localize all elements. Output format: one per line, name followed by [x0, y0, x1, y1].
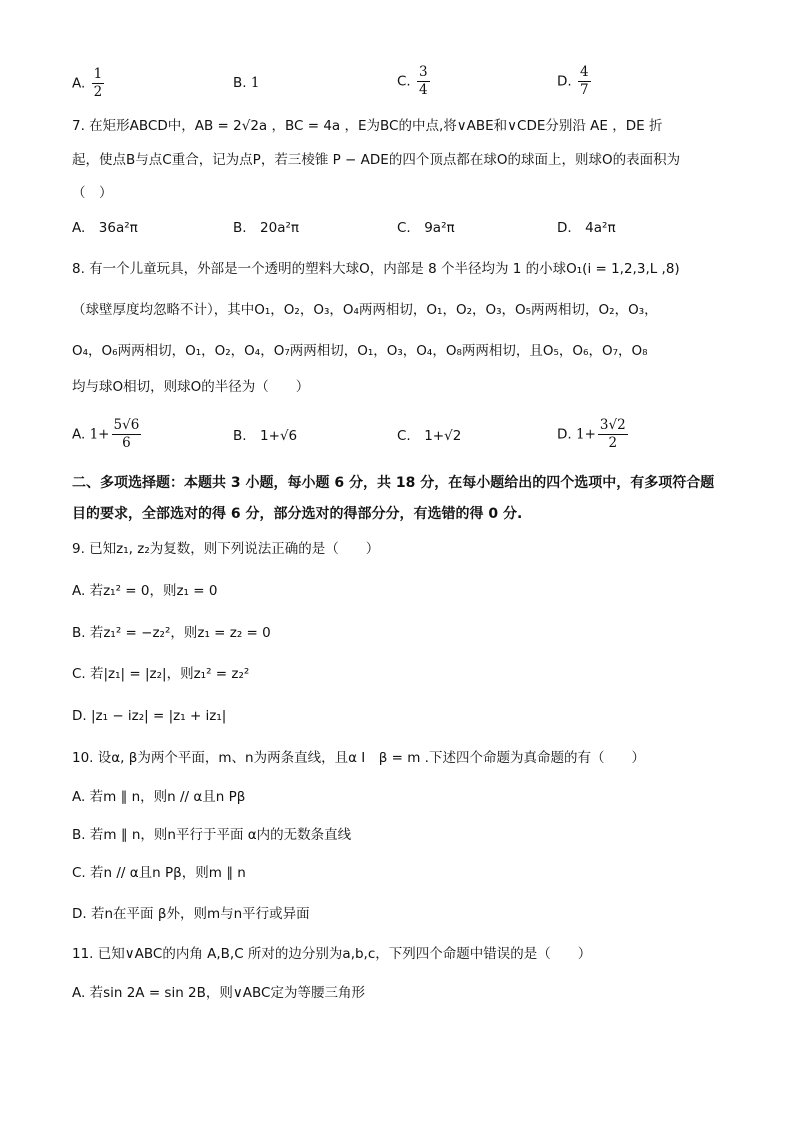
q7-option-b: B. 20a²π [233, 220, 300, 236]
denominator: 2 [93, 84, 103, 100]
option-label: D. [557, 426, 572, 443]
numerator: 4 [579, 64, 589, 80]
q8-option-c: C. 1+√2 [397, 428, 462, 444]
q8-line-4: 均与球O相切，则球O的半径为（ ） [72, 379, 310, 395]
q6-option-d [557, 64, 593, 99]
option-prefix: 1+ [575, 426, 596, 443]
denominator: 2 [608, 435, 618, 451]
q11-option-a: A. 若sin 2A = sin 2B，则∨ABC定为等腰三角形 [72, 985, 365, 1001]
numerator: 3 [419, 64, 428, 80]
numerator: 3√2 [599, 417, 626, 433]
q7-line-3: （ ） [72, 185, 113, 201]
fraction [598, 417, 628, 452]
q9-option-d: D. |z₁ − iz₂| = |z₁ + iz₁| [72, 708, 227, 724]
q9-option-c: C. 若|z₁| = |z₂|，则z₁² = z₂² [72, 666, 250, 682]
q7-option-c: C. 9a²π [397, 220, 455, 236]
q8-option-a [72, 417, 143, 452]
q9-stem: 9. 已知z₁, z₂为复数，则下列说法正确的是（ ） [72, 541, 380, 557]
q11-stem: 11. 已知∨ABC的内角 A,B,C 所对的边分别为a,b,c，下列四个命题中错误的是（ ） [72, 946, 592, 962]
q7-line-2: 起，使点B与点C重合，记为点P，若三棱锥 P − ADE的四个顶点都在球O的球面上，则球O的表面积为 [72, 152, 681, 168]
option-value: 1 [250, 75, 260, 91]
fraction [417, 64, 430, 99]
denominator: 7 [579, 82, 589, 98]
numerator: 1 [93, 66, 103, 82]
option-label: D. [557, 73, 572, 90]
q9-option-a: A. 若z₁² = 0，则z₁ = 0 [72, 583, 218, 599]
q8-line-1: 8. 有一个儿童玩具，外部是一个透明的塑料大球O，内部是 8 个半径均为 1 的小球O₁(i = 1,2,3,L ,8) [72, 261, 680, 277]
option-label: C. [397, 73, 411, 90]
q10-option-d: D. 若n在平面 β外，则m与n平行或异面 [72, 906, 310, 922]
q10-option-c: C. 若n // α且n Pβ，则m ∥ n [72, 865, 246, 881]
q10-stem: 10. 设α, β为两个平面，m、n为两条直线，且α I β = m .下述四个命题为真命题的有（ ） [72, 750, 645, 766]
q10-option-b: B. 若m ∥ n，则n平行于平面 α内的无数条直线 [72, 827, 352, 843]
option-prefix: 1+ [89, 426, 110, 443]
denominator: 4 [419, 82, 428, 98]
q6-option-b [233, 74, 259, 92]
option-label: A. [72, 75, 86, 92]
q10-option-a: A. 若m ∥ n，则n // α且n Pβ [72, 789, 246, 805]
section-2-heading: 二、多项选择题：本题共 3 小题，每小题 6 分，共 18 分，在每小题给出的四个选项中，有多项符合题目的要求，全部选对的得 6 分，部分选对的得部分分，有选错的得 0 分. [72, 475, 715, 522]
q7-line-1: 7. 在矩形ABCD中，AB = 2√2a ，BC = 4a ，E为BC的中点,将∨ABE和∨CDE分别沿 AE ，DE 折 [72, 118, 663, 134]
option-label: B. [233, 75, 247, 91]
q8-option-d [557, 417, 630, 452]
q8-line-3: O₄，O₆两两相切，O₁，O₂，O₄，O₇两两相切，O₁，O₃，O₄，O₈两两相切，且O₅，O₆，O₇，O₈ [72, 343, 648, 359]
fraction [112, 417, 142, 452]
denominator: 6 [122, 435, 131, 451]
fraction [92, 66, 105, 101]
q7-option-a: A. 36a²π [72, 220, 138, 236]
q9-option-b: B. 若z₁² = −z₂²，则z₁ = z₂ = 0 [72, 625, 271, 641]
option-label: A. [72, 426, 86, 443]
q8-option-b: B. 1+√6 [233, 428, 298, 444]
q6-option-a [72, 66, 106, 101]
fraction [578, 64, 591, 99]
numerator: 5√6 [113, 417, 140, 433]
q6-option-c [397, 64, 432, 99]
q8-line-2: （球壁厚度均忽略不计），其中O₁，O₂，O₃，O₄两两相切，O₁，O₂，O₃，O₅两两相切，O₂，O₃， [72, 302, 658, 318]
q7-option-d: D. 4a²π [557, 220, 616, 236]
